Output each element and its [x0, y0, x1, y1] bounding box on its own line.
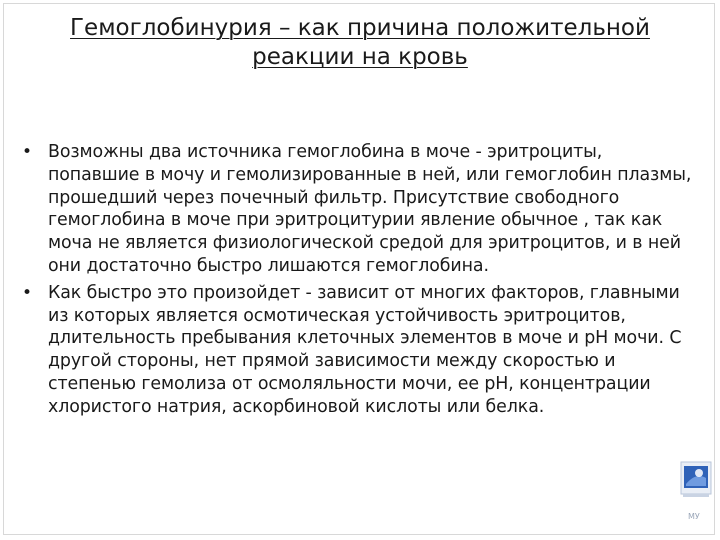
bullet-icon: • — [22, 282, 32, 303]
bullet-text-1: Возможны два источника гемоглобина в моче - эритроциты, попавшие в мочу и гемолизированные в ней, или гемоглобин плазмы, прошедший через почечный фильтр. Присутствие свободного гемоглобина в моче при эритроцитурии явление обычное , так как моча не является физиологической средой для эритроцитов, и в ней они достаточно быстро лишаются гемоглобина. — [48, 142, 692, 276]
bullet-text-2: Как быстро это произойдет - зависит от многих факторов, главными из которых является осмотическая устойчивость эритроцитов, длительность пребывания клеточных элементов в моче и рН мочи. С другой стороны, нет прямой зависимости между скоростью и степенью гемолиза от осмоляльности мочи, ее рН, концентрации хлористого натрия, аскорбиновой кислоты или белка. — [48, 282, 682, 417]
bullet-list — [22, 141, 697, 423]
bullet-item-1 — [22, 141, 697, 278]
bullet-icon: • — [22, 142, 32, 162]
book-logo-icon — [678, 458, 716, 506]
page-mark: МУ — [688, 512, 700, 521]
title-line-2: реакции на кровь — [252, 44, 468, 70]
slide-title — [20, 14, 700, 72]
bullet-item-2 — [22, 282, 697, 419]
title-line-1: Гемоглобинурия – как причина положительной — [70, 15, 650, 41]
